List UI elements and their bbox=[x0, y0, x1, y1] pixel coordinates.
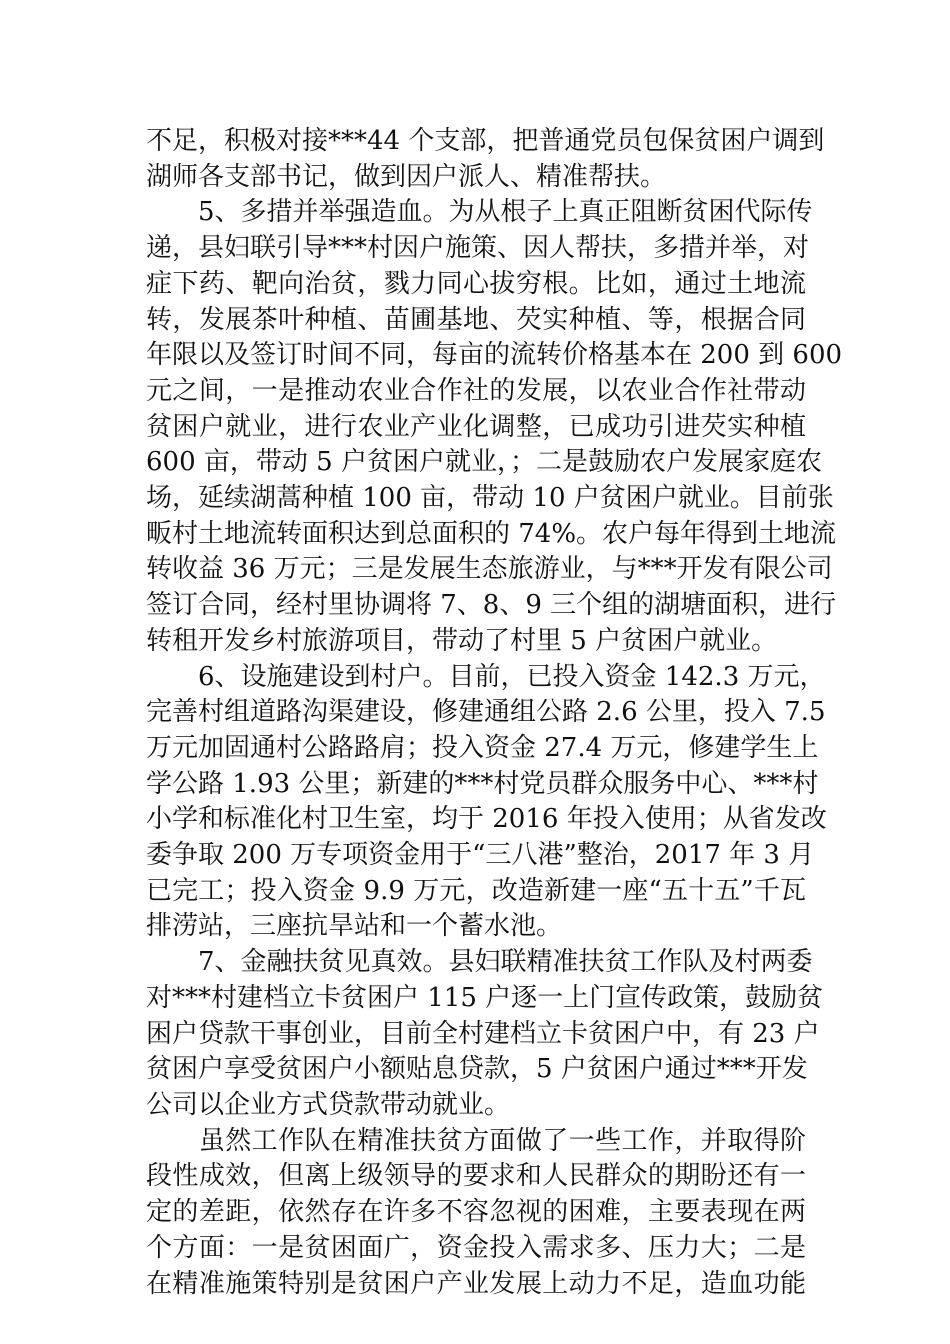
document-body bbox=[146, 124, 843, 1302]
text-line: 万元加固通村公路路肩；投入资金 27.4 万元，修建学生上 bbox=[146, 732, 819, 763]
text-line: 学公路 1.93 公里；新建的***村党员群众服务中心、***村 bbox=[146, 768, 819, 799]
text-line: 畈村土地流转面积达到总面积的 74%。农户每年得到土地流 bbox=[146, 518, 837, 549]
text-line: 症下药、靶向治贫，戮力同心拔穷根。比如，通过土地流 bbox=[146, 268, 806, 299]
text-line: 6、设施建设到村户。目前，已投入资金 142.3 万元， bbox=[146, 661, 826, 692]
paragraph bbox=[146, 195, 843, 659]
text-line: 排涝站，三座抗旱站和一个蓄水池。 bbox=[146, 911, 563, 942]
text-line: 小学和标准化村卫生室，均于 2016 年投入使用；从省发改 bbox=[146, 804, 827, 835]
text-line: 场，延续湖蒿种植 100 亩，带动 10 户贫困户就业。目前张 bbox=[146, 483, 834, 514]
text-line: 个方面：一是贫困面广，资金投入需求多、压力大；二是 bbox=[146, 1232, 806, 1263]
text-line: 对***村建档立卡贫困户 115 户逐一上门宣传政策，鼓励贫 bbox=[146, 982, 824, 1013]
text-line: 不足，积极对接***44 个支部，把普通党员包保贫困户调到 bbox=[146, 126, 825, 156]
text-line: 年限以及签订时间不同，每亩的流转价格基本在 200 到 600 bbox=[146, 340, 843, 371]
text-line: 湖师各支部书记，做到因户派人、精准帮扶。 bbox=[146, 161, 667, 192]
text-line: 600 亩，带动 5 户贫困户就业，；二是鼓励农户发展家庭农 bbox=[146, 447, 822, 478]
paragraph bbox=[146, 945, 824, 1124]
text-line: 定的差距，依然存在许多不容忽视的困难，主要表现在两 bbox=[146, 1197, 806, 1228]
paragraph bbox=[146, 660, 827, 946]
paragraph bbox=[146, 1124, 806, 1303]
text-line: 签订合同，经村里协调将 7、8、9 三个组的湖塘面积，进行 bbox=[146, 590, 837, 621]
text-line: 虽然工作队在精准扶贫方面做了一些工作，并取得阶 bbox=[146, 1125, 806, 1156]
text-line: 委争取 200 万专项资金用于“三八港”整治，2017 年 3 月 bbox=[146, 840, 815, 871]
text-line: 贫困户享受贫困户小额贴息贷款，5 户贫困户通过***开发 bbox=[146, 1054, 808, 1085]
text-line: 已完工；投入资金 9.9 万元，改造新建一座“五十五”千瓦 bbox=[146, 875, 806, 906]
text-line: 在精准施策特别是贫困户产业发展上动力不足，造血功能 bbox=[146, 1268, 806, 1299]
text-line: 递，县妇联引导***村因户施策、因人帮扶，多措并举，对 bbox=[146, 233, 810, 264]
text-line: 公司以企业方式贷款带动就业。 bbox=[146, 1089, 511, 1120]
text-line: 贫困户就业，进行农业产业化调整，已成功引进芡实种植 bbox=[146, 411, 806, 442]
text-line: 5、多措并举强造血。为从根子上真正阻断贫困代际传 bbox=[146, 197, 813, 228]
text-line: 转收益 36 万元；三是发展生态旅游业，与***开发有限公司 bbox=[146, 554, 833, 585]
text-line: 元之间，一是推动农业合作社的发展，以农业合作社带动 bbox=[146, 375, 806, 406]
text-line: 段性成效，但离上级领导的要求和人民群众的期盼还有一 bbox=[146, 1161, 806, 1192]
text-line: 完善村组道路沟渠建设，修建通组公路 2.6 公里，投入 7.5 bbox=[146, 697, 826, 728]
text-line: 7、金融扶贫见真效。县妇联精准扶贫工作队及村两委 bbox=[146, 947, 813, 978]
text-line: 转，发展茶叶种植、苗圃基地、芡实种植、等，根据合同 bbox=[146, 304, 806, 335]
text-line: 转租开发乡村旅游项目，带动了村里 5 户贫困户就业。 bbox=[146, 625, 778, 656]
text-line: 困户贷款干事创业，目前全村建档立卡贫困户中，有 23 户 bbox=[146, 1018, 820, 1049]
paragraph bbox=[146, 124, 825, 195]
